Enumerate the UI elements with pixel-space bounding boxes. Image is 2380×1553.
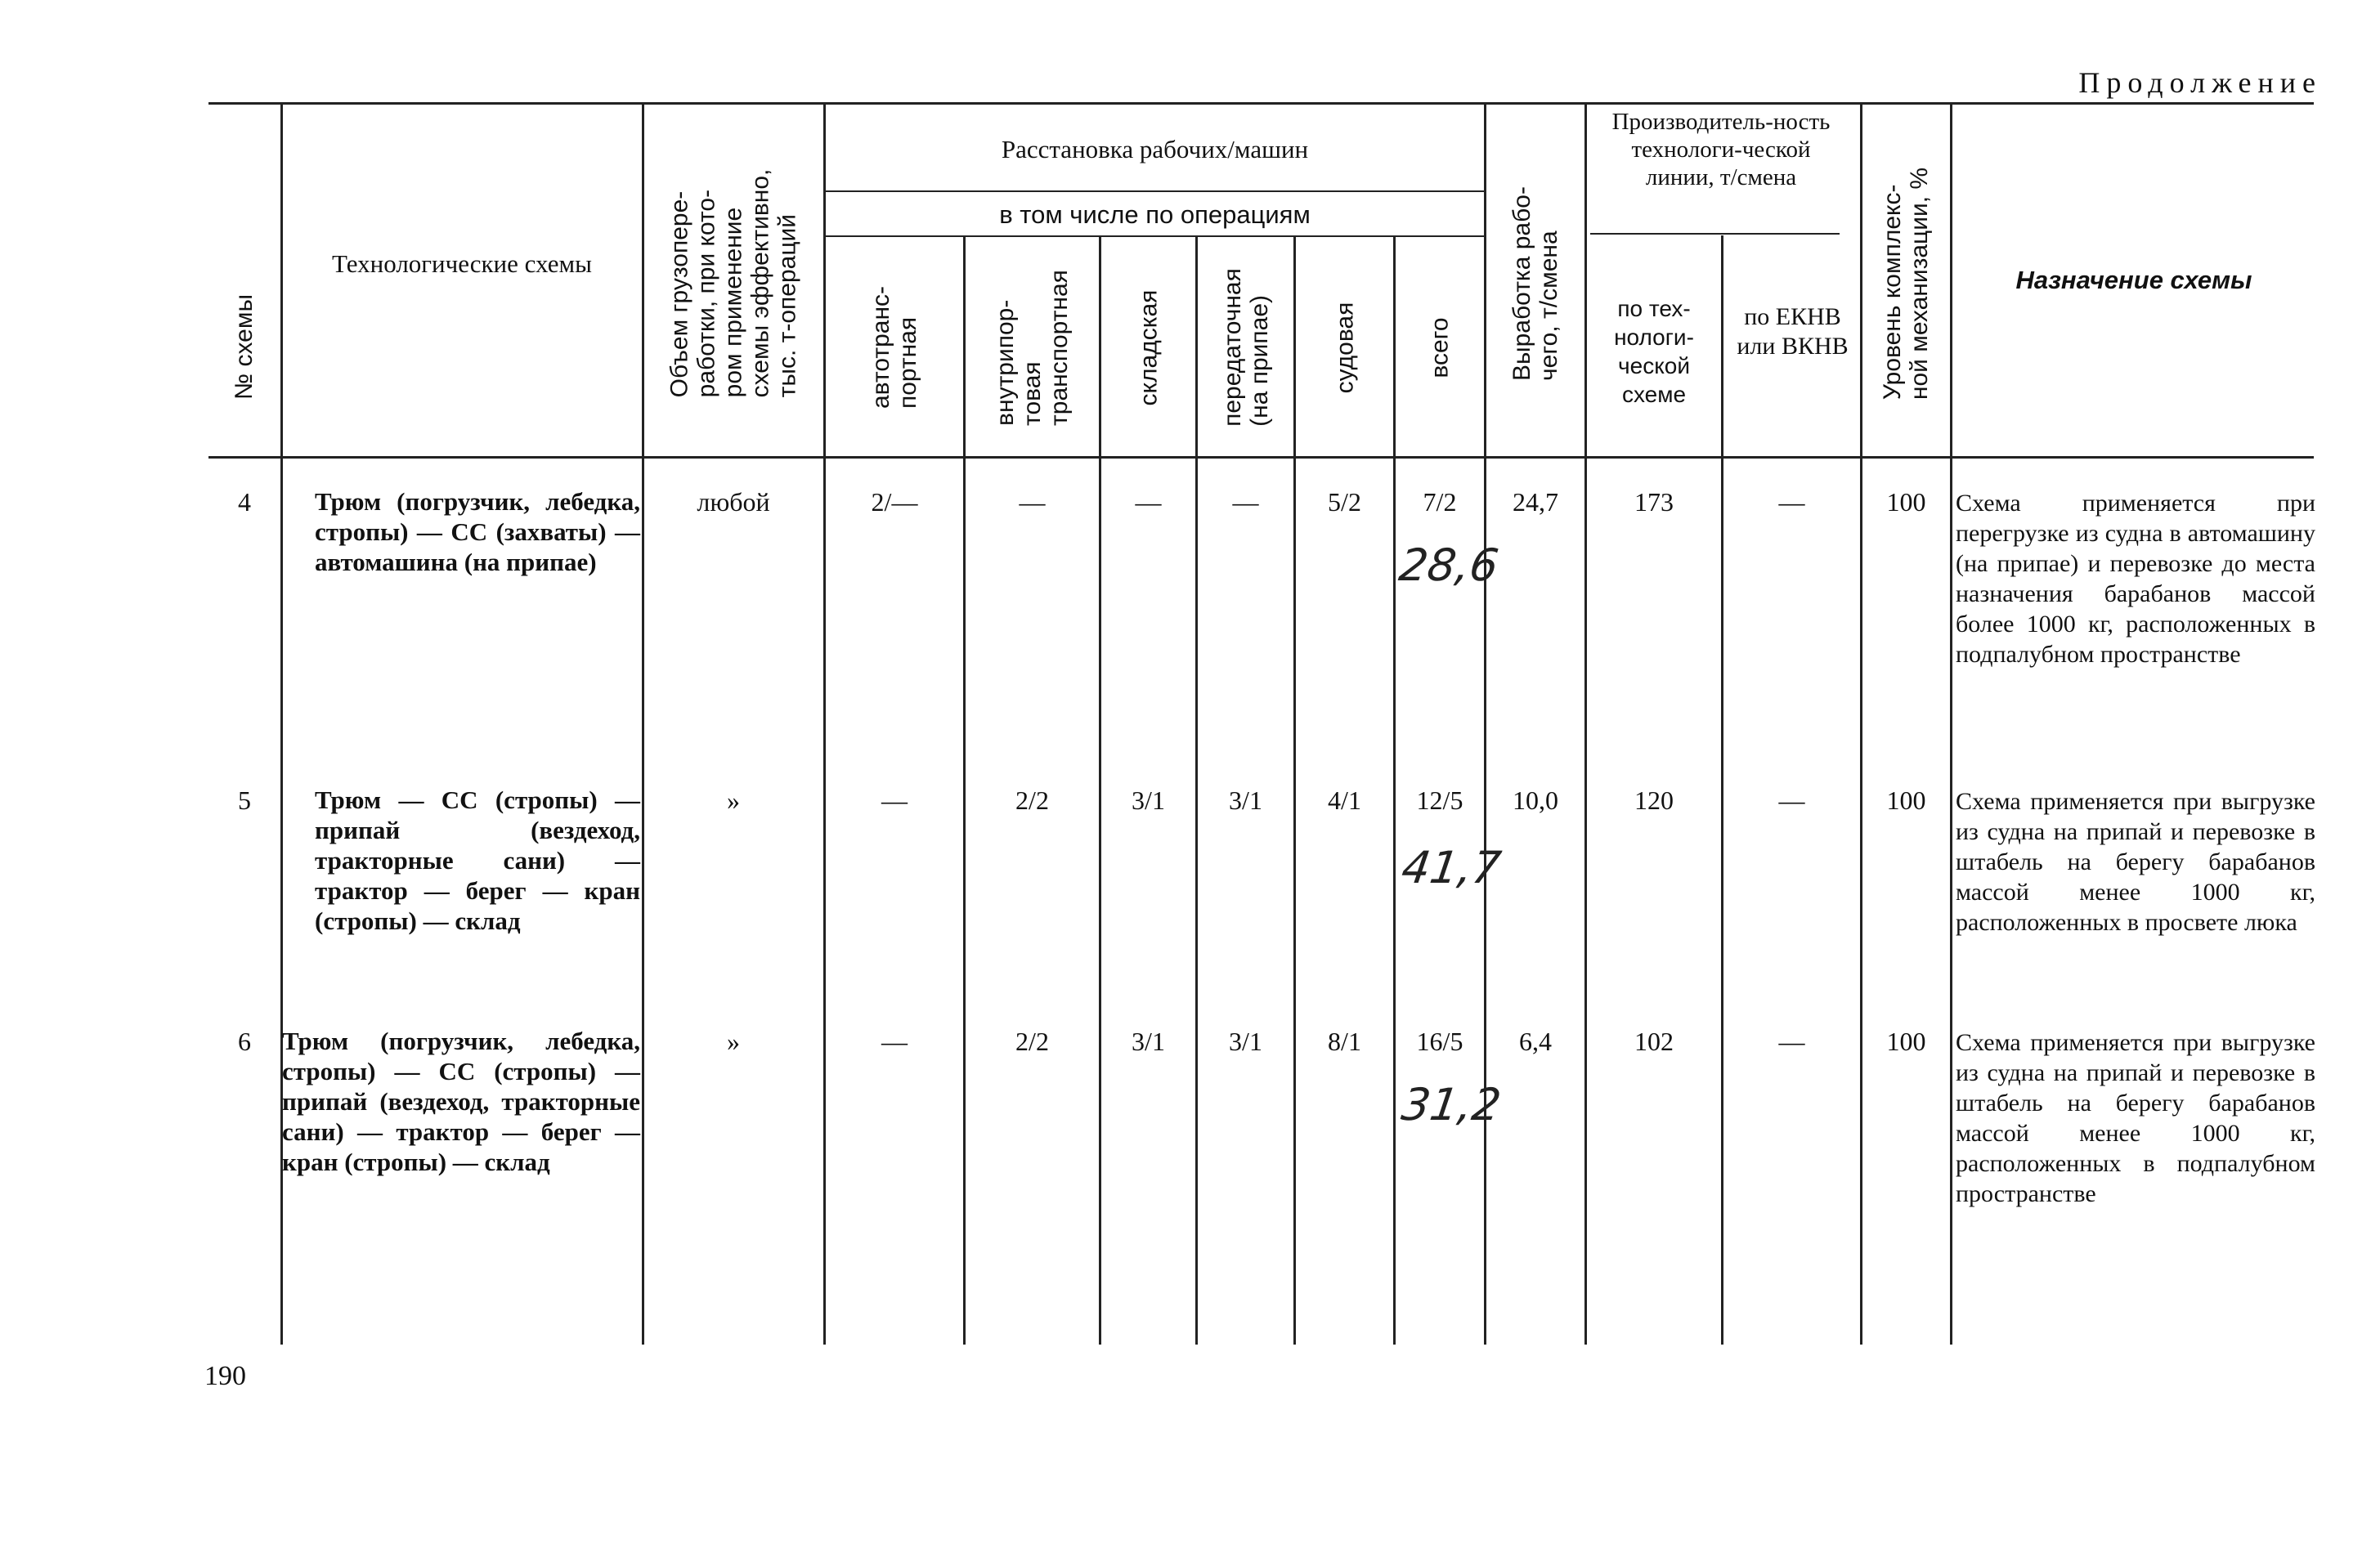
header-op-ship: судовая xyxy=(1330,302,1358,393)
table-row-5-volume: » xyxy=(727,785,740,815)
header-op-total: всего xyxy=(1426,316,1454,378)
table-row-6-transfer: 3/1 xyxy=(1229,1027,1262,1056)
header-operations: в том числе по операциям xyxy=(999,200,1311,229)
table-row-4-volume: любой xyxy=(697,487,770,517)
table-row-6-scheme: Трюм (погрузчик, лебедка, стропы) — СС (стропы) — припай (вездеход, тракторные сани) — трактор — берег — кран (стропы) — склад xyxy=(282,1027,640,1176)
header-prod-ekniv: по ЕКНВ или ВКНВ xyxy=(1737,303,1849,360)
header-bottom-rule xyxy=(208,456,2314,459)
table-row-5-internal: 2/2 xyxy=(1015,785,1049,815)
table-row-6-prod-ekniv: — xyxy=(1778,1027,1805,1056)
header-op-auto: автотранс- портная xyxy=(867,285,921,410)
table-row-4-internal: — xyxy=(1019,487,1046,517)
table-row-6-internal: 2/2 xyxy=(1015,1027,1049,1056)
table-row-4-transfer: — xyxy=(1232,487,1259,517)
table-row-4-total: 7/2 xyxy=(1423,487,1457,517)
table-row-4-output: 24,7 xyxy=(1513,487,1558,517)
table-row-5-ship: 4/1 xyxy=(1328,785,1361,815)
table-row-5-total: 12/5 xyxy=(1416,785,1463,815)
header-volume: Объем грузопере- работки, при кото- ром применение схемы эффективно, тыс. т-операций xyxy=(666,168,801,398)
col-rule-10 xyxy=(1584,102,1587,1345)
header-op-transfer: передаточная (на припае) xyxy=(1218,268,1273,427)
table-row-6-total: 16/5 xyxy=(1416,1027,1463,1056)
table-row-5-auto: — xyxy=(881,785,908,815)
table-row-5-handwritten: 41,7 xyxy=(1398,842,1504,893)
table-row-6-handwritten: 31,2 xyxy=(1398,1079,1504,1130)
productivity-subrule xyxy=(1590,233,1840,235)
header-num: № схемы xyxy=(231,293,258,400)
table-row-5-prod-tech: 120 xyxy=(1634,785,1674,815)
table-row-6-warehouse: 3/1 xyxy=(1132,1027,1165,1056)
table-row-6-volume: » xyxy=(727,1027,740,1056)
table-row-6-auto: — xyxy=(881,1027,908,1056)
operations-subrule xyxy=(826,235,1484,237)
table-row-6-level: 100 xyxy=(1886,1027,1926,1056)
table-row-4-scheme: Трюм (погрузчик, лебедка, стропы) — СС (захваты) — автомашина (на припае) xyxy=(315,487,640,576)
table-row-4-warehouse: — xyxy=(1135,487,1162,517)
table-row-4-purpose: Схема применяется при перегрузке из судна в автомашину (на припае) и перевозке до места назначения барабанов массой более 1000 кг, расположенных в подпалубном пространстве xyxy=(1956,490,2315,668)
table-row-6-output: 6,4 xyxy=(1519,1027,1552,1056)
table-top-rule xyxy=(208,102,2314,105)
table-row-6-ship: 8/1 xyxy=(1328,1027,1361,1056)
table-row-6-num: 6 xyxy=(238,1027,251,1056)
table-row-6-purpose: Схема применяется при выгрузке из судна на припай и перевозке в штабель на берегу барабанов массой менее 1000 кг, расположенных в подпалубном пространстве xyxy=(1956,1029,2315,1207)
header-op-internal: внутрипор- товая транспортная xyxy=(992,269,1073,426)
col-rule-13 xyxy=(1950,102,1952,1345)
header-purpose: Назначение схемы xyxy=(2015,266,2252,294)
table-row-5-prod-ekniv: — xyxy=(1778,785,1805,815)
table-row-4-ship: 5/2 xyxy=(1328,487,1361,517)
table-row-4-prod-tech: 173 xyxy=(1634,487,1674,517)
header-prod-tech: по тех-нологи-ческой схеме xyxy=(1614,296,1694,407)
table-row-4-auto: 2/— xyxy=(871,487,918,517)
table-row-4-handwritten: 28,6 xyxy=(1396,539,1502,591)
table-row-5-transfer: 3/1 xyxy=(1229,785,1262,815)
header-arrangement: Расстановка рабочих/машин xyxy=(1001,135,1309,163)
continued-label: Продолжение xyxy=(2078,66,2322,99)
table-row-5-level: 100 xyxy=(1886,785,1926,815)
header-output: Выработка рабо- чего, т/смена xyxy=(1508,186,1563,381)
header-scheme: Технологические схемы xyxy=(332,249,592,278)
header-productivity: Производитель-ность технологи-ческой линии, т/смена xyxy=(1611,109,1831,190)
table-row-4-level: 100 xyxy=(1886,487,1926,517)
table-row-5-warehouse: 3/1 xyxy=(1132,785,1165,815)
table-row-5-num: 5 xyxy=(238,785,251,815)
table-row-5-output: 10,0 xyxy=(1513,785,1558,815)
arrangement-subrule xyxy=(826,190,1484,192)
table-row-6-prod-tech: 102 xyxy=(1634,1027,1674,1056)
header-level: Уровень комплекс- ной механизации, % xyxy=(1879,167,1934,400)
table-row-5-scheme: Трюм — СС (стропы) — припай (вездеход, тракторные сани) — трактор — берег — кран (стропы) — склад xyxy=(315,785,640,935)
page-number: 190 xyxy=(204,1361,246,1391)
table-row-5-purpose: Схема применяется при выгрузке из судна на припай и перевозке в штабель на берегу барабанов массой менее 1000 кг, расположенных в просвете люка xyxy=(1956,788,2315,936)
table-row-4-prod-ekniv: — xyxy=(1778,487,1805,517)
table-row-4-num: 4 xyxy=(238,487,251,517)
header-op-warehouse: складская xyxy=(1135,289,1162,405)
